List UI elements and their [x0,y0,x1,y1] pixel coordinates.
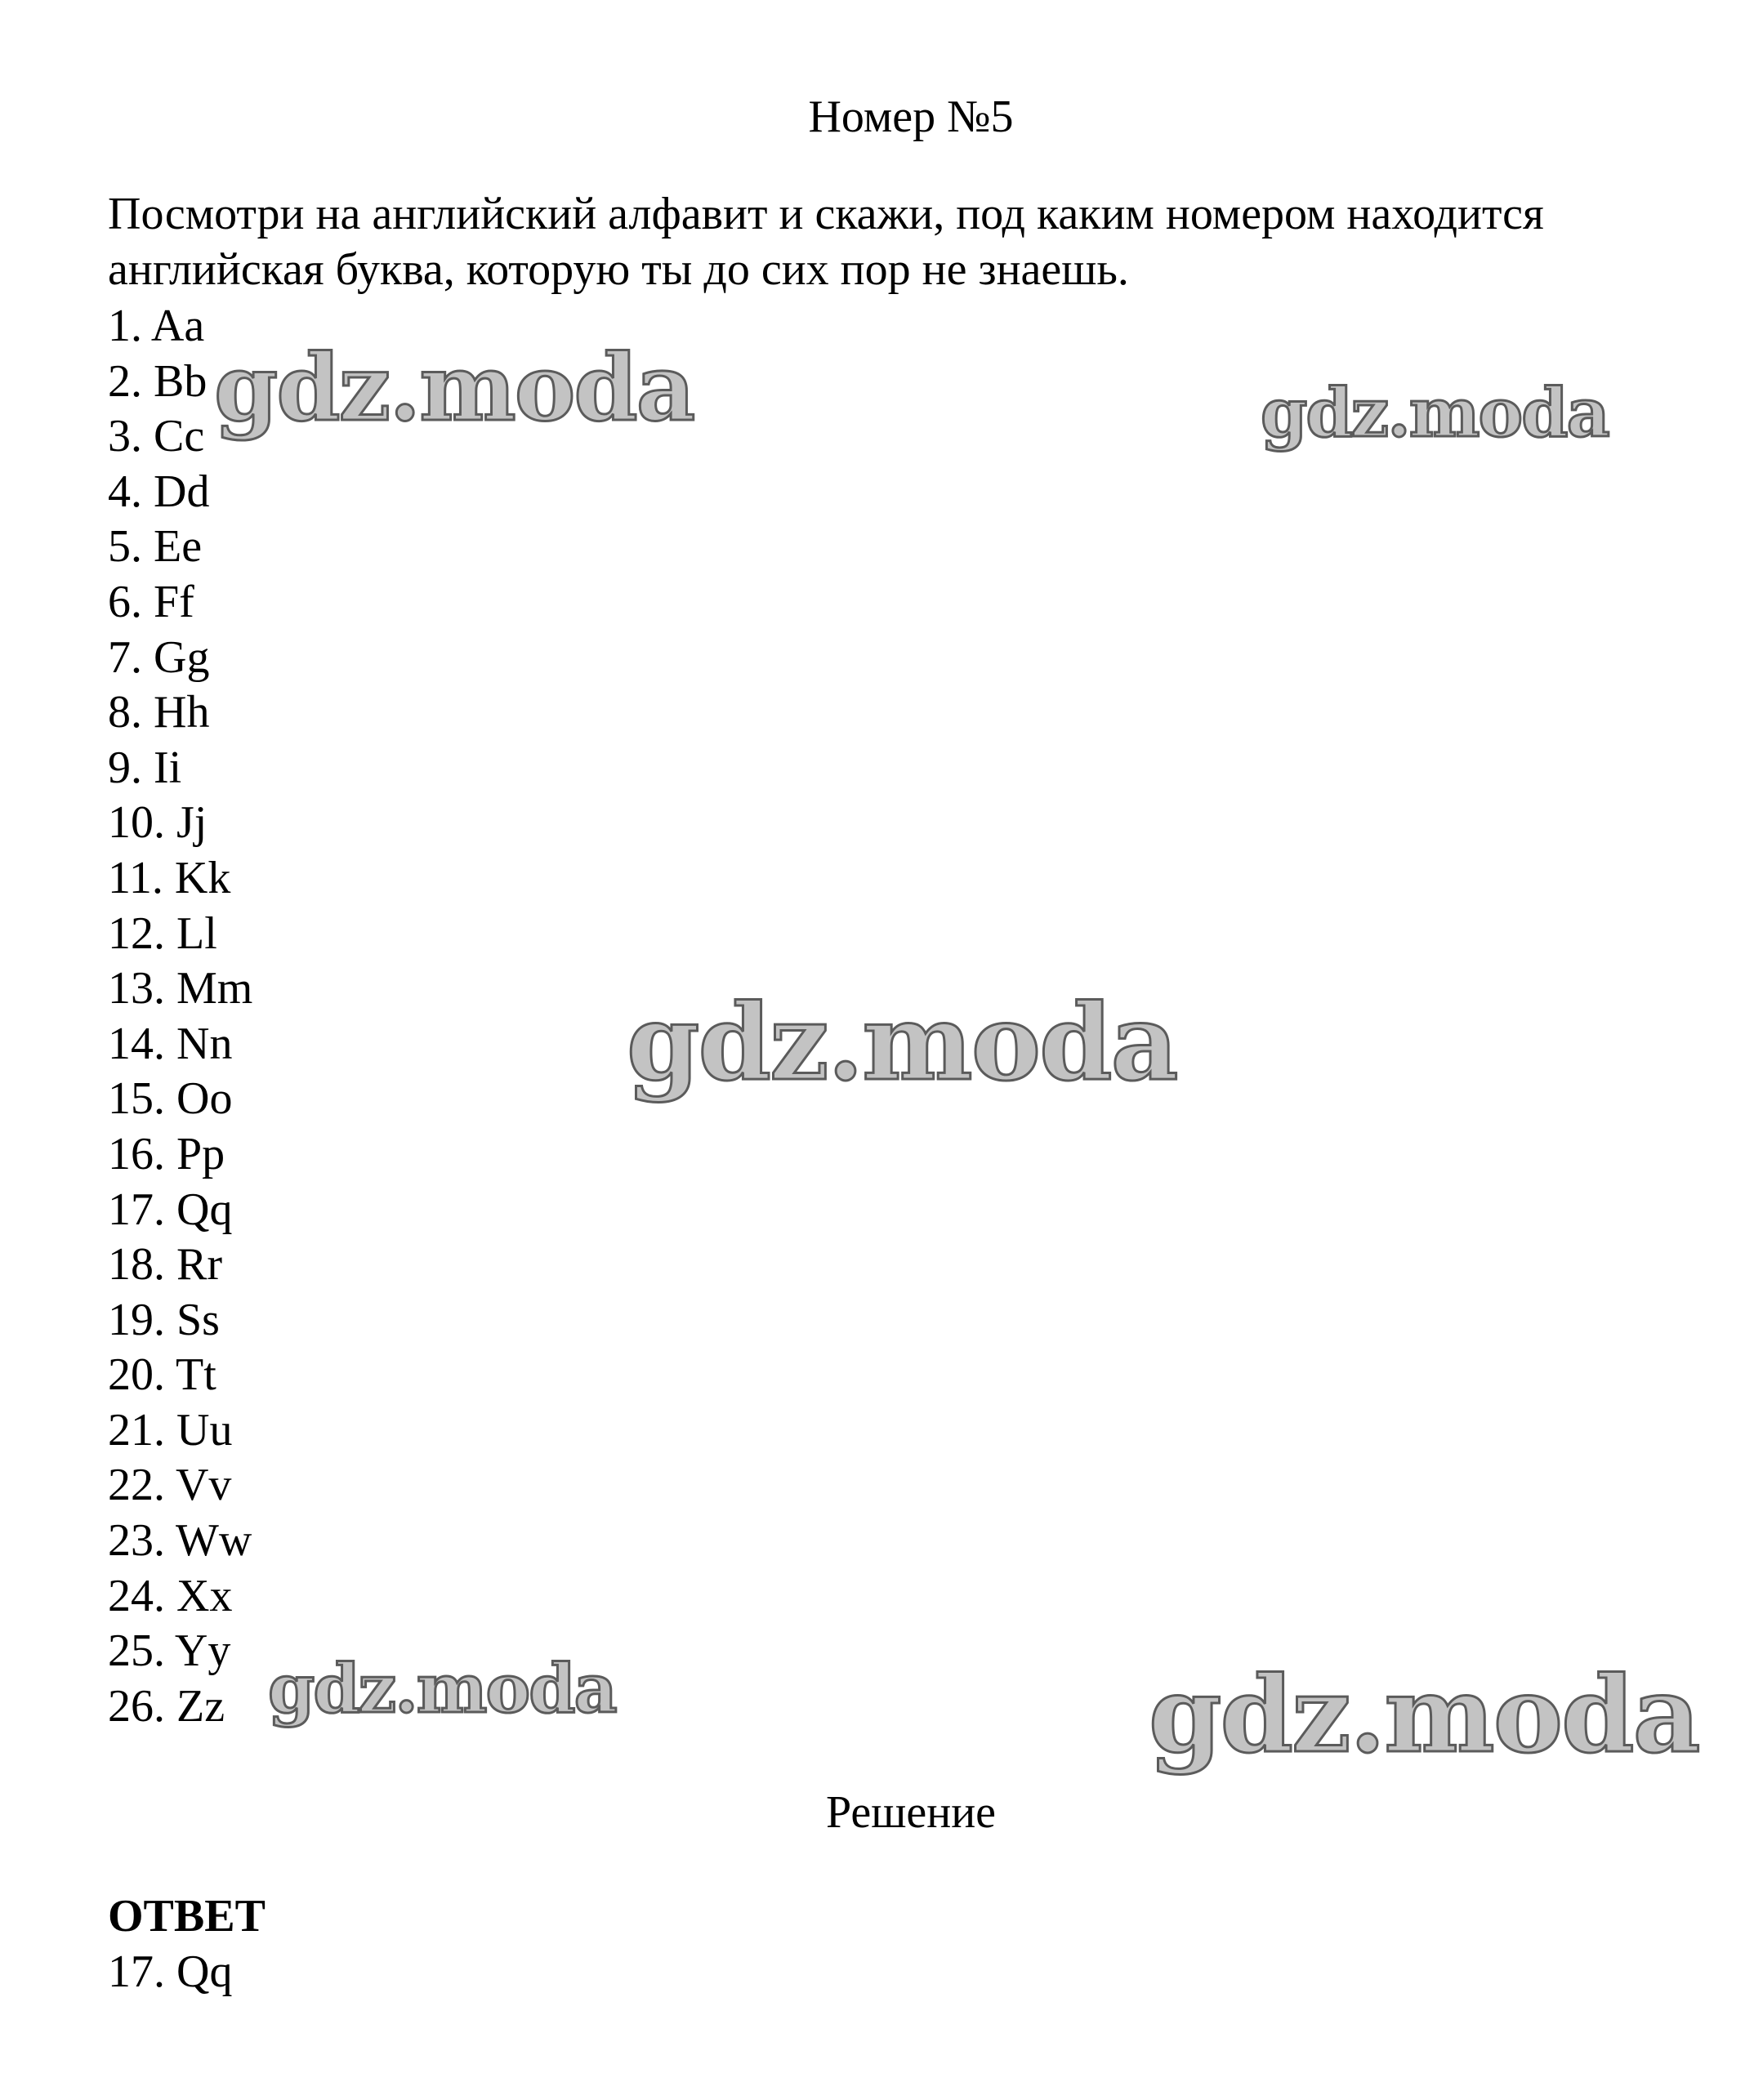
list-item: 5. Ee [108,521,203,573]
list-item: 9. Ii [108,742,182,793]
solution-heading: Решение [825,1787,997,1838]
list-item: 19. Ss [108,1294,220,1345]
list-item: 14. Nn [108,1018,233,1069]
answer-value: 17. Qq [108,1946,233,1997]
list-item: 22. Vv [108,1460,232,1511]
list-item: 20. Tt [108,1349,216,1401]
list-item: 7. Gg [108,631,210,683]
list-item: 16. Pp [108,1128,225,1179]
list-item: 13. Mm [108,963,253,1014]
answer-label: ОТВЕТ [108,1891,266,1942]
list-item: 24. Xx [108,1570,233,1621]
list-item: 12. Ll [108,907,217,959]
list-item: 8. Hh [108,687,210,738]
list-item: 23. Ww [108,1515,252,1567]
alphabet-list [108,299,252,1734]
list-item: 26. Zz [108,1680,225,1732]
watermark: gdz.moda [214,335,694,442]
list-item: 10. Jj [108,797,208,849]
watermark: gdz.moda [1149,1654,1699,1777]
watermark: gdz.moda [1261,374,1609,453]
page-title: Номер №5 [808,91,1014,142]
list-item: 4. Dd [108,466,210,517]
watermark: gdz.moda [627,982,1177,1104]
list-item: 6. Ff [108,576,194,627]
list-item: 18. Rr [108,1239,222,1291]
watermark: gdz.moda [268,1650,616,1728]
list-item: 1. Aa [108,301,205,351]
list-item: 15. Oo [108,1073,233,1125]
list-item: 3. Cc [108,411,205,462]
list-item: 17. Qq [108,1184,233,1235]
list-item: 2. Bb [108,355,208,407]
task-text: Посмотри на английский алфавит и скажи, под каким номером находится английская буква, которую ты до сих пор не знаешь. [108,189,1544,295]
list-item: 25. Yy [108,1625,231,1677]
list-item: 11. Kk [108,852,231,903]
list-item: 21. Uu [108,1404,233,1456]
